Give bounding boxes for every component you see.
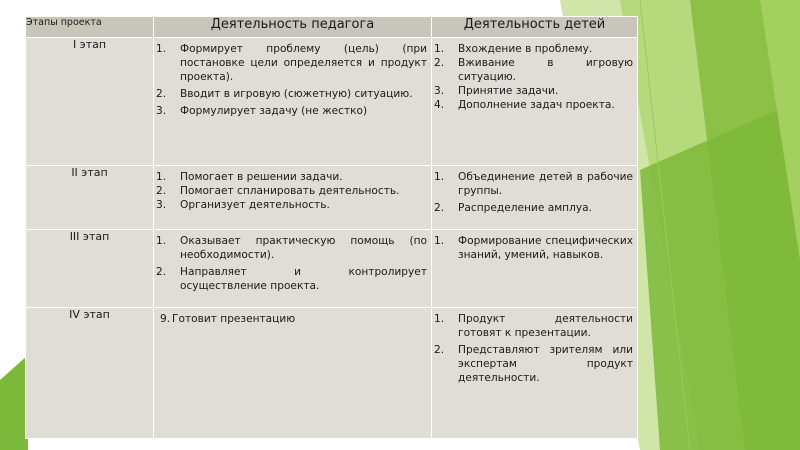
list-item: 2. Помогает спланировать деятельность. — [156, 185, 400, 197]
table-row — [26, 308, 638, 439]
table-row — [26, 38, 638, 166]
stage-cell: I этап — [26, 38, 154, 166]
header-stages: Этапы проекта — [26, 17, 154, 38]
stage-cell: IV этап — [26, 308, 154, 439]
list-item: 1. Формирует проблему (цель) (при постановке цели определяется и продукт проекта). — [156, 43, 427, 83]
list-item: 2. Вживание в игровую ситуацию. — [434, 57, 633, 83]
teacher-cell — [154, 230, 432, 308]
list-item: 9. Готовит презентацию — [160, 313, 296, 325]
list-item: 2. Распределение амплуа. — [434, 202, 593, 214]
list-item: 3. Принятие задачи. — [434, 85, 559, 97]
teacher-cell — [154, 166, 432, 230]
header-children: Деятельность детей — [432, 17, 638, 38]
list-item: 1. Продукт деятельности готовят к презентации. — [434, 313, 633, 339]
stage-cell: III этап — [26, 230, 154, 308]
project-stages-table — [25, 16, 638, 439]
list-item: 1. Объединение детей в рабочие группы. — [434, 171, 633, 197]
stage-cell: II этап — [26, 166, 154, 230]
list-item: 2. Направляет и контролирует осуществление проекта. — [156, 266, 427, 292]
list-item: 3. Организует деятельность. — [156, 199, 330, 211]
list-item: 3. Формулирует задачу (не жестко) — [156, 105, 368, 117]
green-shape-left — [0, 355, 28, 450]
children-cell — [432, 230, 638, 308]
table-header-row — [26, 17, 638, 38]
children-cell — [432, 166, 638, 230]
children-cell — [432, 38, 638, 166]
list-item: 2. Представляют зрителям или экспертам продукт деятельности. — [434, 344, 633, 384]
table-row — [26, 166, 638, 230]
list-item: 1. Вхождение в проблему. — [434, 43, 593, 55]
header-teacher: Деятельность педагога — [154, 17, 432, 38]
list-item: 1. Формирование специфических знаний, умений, навыков. — [434, 235, 633, 261]
list-item: 1. Помогает в решении задачи. — [156, 171, 343, 183]
list-item: 2. Вводит в игровую (сюжетную) ситуацию. — [156, 88, 413, 100]
teacher-cell — [154, 308, 432, 439]
list-item: 1. Оказывает практическую помощь (по необходимости). — [156, 235, 427, 261]
list-item: 4. Дополнение задач проекта. — [434, 99, 615, 111]
teacher-cell — [154, 38, 432, 166]
table-row — [26, 230, 638, 308]
children-cell — [432, 308, 638, 439]
